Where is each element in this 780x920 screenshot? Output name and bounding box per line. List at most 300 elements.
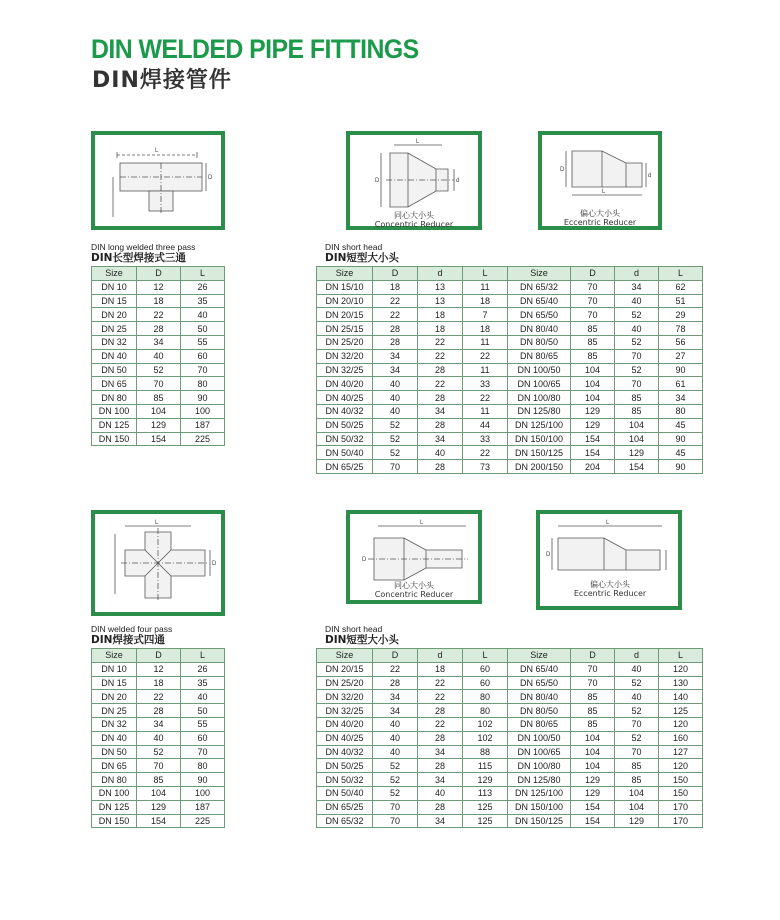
value-cell: 90 [659,363,703,377]
tee-dim-L: L [155,148,159,154]
value-cell: 104 [137,404,181,418]
value-cell: 40 [137,731,181,745]
table-row [317,690,703,704]
value-cell: 154 [571,446,615,460]
cross-label-en: DIN welded four pass [91,624,173,634]
value-cell: 154 [571,814,615,828]
value-cell: 45 [659,446,703,460]
value-cell: 18 [137,676,181,690]
size-cell: DN 80/65 [508,717,571,731]
size-cell: DN 65/32 [317,814,373,828]
table-row [92,717,225,731]
concentric-dim-L-top: L [416,139,420,145]
value-cell: 129 [137,800,181,814]
size-cell: DN 32/25 [317,363,373,377]
size-cell: DN 10 [92,662,137,676]
page-title: DIN WELDED PIPE FITTINGS [91,34,419,64]
size-cell: DN 125/100 [508,786,571,800]
size-cell: DN 65/50 [508,308,571,322]
size-cell: DN 40/32 [317,745,373,759]
concentric-dim-D-bottom: D [362,557,367,563]
value-cell: 18 [373,280,418,294]
size-cell: DN 20 [92,690,137,704]
value-cell: 70 [615,745,659,759]
value-cell: 70 [181,363,225,377]
table-row [317,786,703,800]
value-cell: 28 [137,704,181,718]
size-cell: DN 200/150 [508,460,571,474]
table-row [317,704,703,718]
page-subtitle-cn: DIN焊接管件 [92,68,232,93]
value-cell: 40 [373,717,418,731]
size-cell: DN 100/65 [508,377,571,391]
table-header-row [317,267,703,281]
concentric-caption-top [364,211,464,229]
tee-drawing [95,135,221,226]
value-cell: 28 [373,676,418,690]
eccentric-dim-L-bottom: L [606,520,610,526]
size-cell: DN 65/50 [508,676,571,690]
table-row [317,294,703,308]
table-row [92,418,225,432]
table-row [317,717,703,731]
value-cell: 129 [615,814,659,828]
value-cell: 187 [181,800,225,814]
table-row [92,773,225,787]
table-row [92,690,225,704]
eccentric-dim-D-bottom: D [546,552,551,558]
value-cell: 52 [615,308,659,322]
col-header: d [615,267,659,281]
table-row [92,731,225,745]
value-cell: 52 [373,786,418,800]
value-cell: 22 [137,690,181,704]
value-cell: 45 [659,418,703,432]
value-cell: 22 [418,717,463,731]
eccentric-caption-en: Eccentric Reducer [563,218,637,227]
value-cell: 204 [571,460,615,474]
value-cell: 85 [615,759,659,773]
value-cell: 40 [373,731,418,745]
table-row [317,308,703,322]
table-header-row [92,649,225,663]
value-cell: 102 [463,717,508,731]
value-cell: 52 [615,335,659,349]
size-cell: DN 100/80 [508,391,571,405]
size-cell: DN 65 [92,759,137,773]
col-header: Size [92,649,137,663]
tee-table [91,266,225,446]
value-cell: 104 [137,786,181,800]
value-cell: 70 [373,800,418,814]
value-cell: 85 [571,717,615,731]
table-row [92,280,225,294]
reducer2-table [316,648,703,828]
size-cell: DN 20 [92,308,137,322]
concentric-caption-bottom [364,581,464,599]
value-cell: 22 [463,349,508,363]
value-cell: 12 [137,280,181,294]
value-cell: 125 [463,814,508,828]
size-cell: DN 150/125 [508,446,571,460]
value-cell: 52 [373,759,418,773]
size-cell: DN 50/32 [317,432,373,446]
size-cell: DN 80/50 [508,704,571,718]
size-cell: DN 50/40 [317,446,373,460]
size-cell: DN 50/25 [317,418,373,432]
value-cell: 29 [659,308,703,322]
size-cell: DN 80/65 [508,349,571,363]
value-cell: 28 [418,391,463,405]
size-cell: DN 20/10 [317,294,373,308]
table-row [92,800,225,814]
value-cell: 34 [373,704,418,718]
size-cell: DN 32/25 [317,704,373,718]
value-cell: 70 [137,377,181,391]
size-cell: DN 100 [92,404,137,418]
value-cell: 22 [418,377,463,391]
value-cell: 26 [181,662,225,676]
value-cell: 22 [418,349,463,363]
value-cell: 61 [659,377,703,391]
size-cell: DN 32 [92,335,137,349]
value-cell: 18 [418,308,463,322]
value-cell: 125 [463,800,508,814]
value-cell: 129 [615,446,659,460]
table-row [92,391,225,405]
value-cell: 34 [373,363,418,377]
cross-table [91,648,225,828]
value-cell: 50 [181,322,225,336]
col-header: L [463,649,508,663]
value-cell: 70 [571,676,615,690]
value-cell: 28 [418,731,463,745]
value-cell: 28 [373,322,418,336]
value-cell: 40 [418,446,463,460]
value-cell: 104 [615,432,659,446]
reducer2-label-en: DIN short head [325,624,383,634]
value-cell: 85 [571,335,615,349]
value-cell: 70 [571,280,615,294]
value-cell: 27 [659,349,703,363]
value-cell: 129 [571,773,615,787]
col-header: d [615,649,659,663]
value-cell: 52 [373,446,418,460]
size-cell: DN 40/20 [317,377,373,391]
eccentric-reducer-frame-top [538,131,662,230]
eccentric-caption-cn: 偏心大小头 [580,209,620,218]
value-cell: 40 [373,391,418,405]
size-cell: DN 100/50 [508,363,571,377]
size-cell: DN 15 [92,294,137,308]
value-cell: 80 [659,404,703,418]
value-cell: 40 [615,294,659,308]
size-cell: DN 32/20 [317,349,373,363]
value-cell: 104 [571,731,615,745]
value-cell: 28 [418,418,463,432]
value-cell: 88 [463,745,508,759]
table-row [92,745,225,759]
value-cell: 60 [181,731,225,745]
table-row [92,432,225,446]
value-cell: 26 [181,280,225,294]
value-cell: 90 [181,773,225,787]
value-cell: 28 [418,704,463,718]
size-cell: DN 32/20 [317,690,373,704]
concentric-reducer-frame-top [346,131,482,230]
table-row [92,335,225,349]
value-cell: 40 [373,404,418,418]
value-cell: 52 [615,363,659,377]
eccentric-caption-en: Eccentric Reducer [573,589,647,598]
table-row [317,446,703,460]
table-row [92,404,225,418]
value-cell: 55 [181,717,225,731]
value-cell: 127 [659,745,703,759]
value-cell: 60 [181,349,225,363]
value-cell: 40 [373,745,418,759]
reducer1-table [316,266,703,474]
concentric-dim-D-top: D [375,178,380,184]
value-cell: 28 [373,335,418,349]
table-row [317,460,703,474]
reducer2-table-label [325,624,399,646]
value-cell: 60 [463,662,508,676]
col-header: Size [317,649,373,663]
value-cell: 50 [181,704,225,718]
table-row [317,280,703,294]
value-cell: 73 [463,460,508,474]
value-cell: 56 [659,335,703,349]
reducer2-label-cn: DIN短型大小头 [325,634,399,646]
col-header: L [659,267,703,281]
value-cell: 78 [659,322,703,336]
value-cell: 11 [463,404,508,418]
value-cell: 104 [571,377,615,391]
tee-drawing-frame [91,131,225,230]
table-row [92,349,225,363]
size-cell: DN 125/80 [508,404,571,418]
size-cell: DN 25/20 [317,676,373,690]
col-header: D [137,267,181,281]
value-cell: 80 [463,690,508,704]
value-cell: 18 [418,662,463,676]
size-cell: DN 65/40 [508,294,571,308]
value-cell: 80 [181,759,225,773]
value-cell: 120 [659,717,703,731]
table-row [317,377,703,391]
value-cell: 113 [463,786,508,800]
table-row [92,759,225,773]
eccentric-caption-top [550,209,650,227]
value-cell: 22 [418,690,463,704]
col-header: L [181,649,225,663]
value-cell: 22 [418,676,463,690]
table-row [92,676,225,690]
eccentric-caption-bottom [560,580,660,598]
table-row [92,814,225,828]
value-cell: 129 [571,786,615,800]
value-cell: 51 [659,294,703,308]
table-row [92,294,225,308]
col-header: D [373,267,418,281]
col-header: Size [508,649,571,663]
value-cell: 70 [615,349,659,363]
value-cell: 150 [659,786,703,800]
concentric-dim-d-top: d [456,178,460,184]
size-cell: DN 50/25 [317,759,373,773]
table-row [317,335,703,349]
cross-label-cn: DIN焊接式四通 [91,634,165,646]
size-cell: DN 100/50 [508,731,571,745]
concentric-dim-L-bottom: L [420,520,424,526]
value-cell: 34 [373,690,418,704]
cross-drawing-frame [91,510,225,616]
col-header: Size [317,267,373,281]
value-cell: 85 [615,404,659,418]
size-cell: DN 20/15 [317,308,373,322]
size-cell: DN 40 [92,731,137,745]
value-cell: 225 [181,814,225,828]
value-cell: 22 [373,308,418,322]
value-cell: 154 [571,800,615,814]
value-cell: 52 [615,676,659,690]
table-row [317,363,703,377]
table-row [317,676,703,690]
value-cell: 22 [373,662,418,676]
col-header: D [373,649,418,663]
value-cell: 70 [571,294,615,308]
value-cell: 52 [373,432,418,446]
value-cell: 70 [571,308,615,322]
value-cell: 28 [418,759,463,773]
value-cell: 85 [615,773,659,787]
size-cell: DN 65/40 [508,662,571,676]
value-cell: 52 [373,773,418,787]
value-cell: 22 [463,446,508,460]
table-row [92,786,225,800]
concentric-caption-en: Concentric Reducer [374,590,454,599]
size-cell: DN 100 [92,786,137,800]
concentric-caption-cn: 同心大小头 [394,211,434,220]
value-cell: 52 [615,704,659,718]
value-cell: 55 [181,335,225,349]
table-row [317,773,703,787]
value-cell: 62 [659,280,703,294]
size-cell: DN 125/100 [508,418,571,432]
value-cell: 34 [418,773,463,787]
col-header: D [137,649,181,663]
value-cell: 104 [615,800,659,814]
value-cell: 70 [615,717,659,731]
tee-dim-D: D [208,175,213,181]
size-cell: DN 100/80 [508,759,571,773]
reducer2-table-body [317,662,703,828]
value-cell: 70 [615,377,659,391]
size-cell: DN 150 [92,814,137,828]
value-cell: 18 [418,322,463,336]
size-cell: DN 80 [92,773,137,787]
value-cell: 34 [137,335,181,349]
reducer1-table-body [317,280,703,473]
tee-table-body [92,280,225,446]
size-cell: DN 100/65 [508,745,571,759]
value-cell: 85 [571,690,615,704]
table-row [317,391,703,405]
value-cell: 104 [615,786,659,800]
value-cell: 120 [659,662,703,676]
value-cell: 70 [181,745,225,759]
value-cell: 102 [463,731,508,745]
value-cell: 28 [418,800,463,814]
value-cell: 11 [463,363,508,377]
table-row [92,704,225,718]
table-row [317,418,703,432]
reducer1-label-en: DIN short head [325,242,383,252]
size-cell: DN 65/25 [317,460,373,474]
value-cell: 129 [571,418,615,432]
value-cell: 28 [418,363,463,377]
size-cell: DN 150/100 [508,432,571,446]
table-row [92,377,225,391]
value-cell: 70 [137,759,181,773]
col-header: L [463,267,508,281]
col-header: d [418,649,463,663]
size-cell: DN 80/40 [508,322,571,336]
table-row [317,404,703,418]
value-cell: 154 [137,814,181,828]
value-cell: 22 [137,308,181,322]
concentric-reducer-frame-bottom [346,510,482,604]
value-cell: 33 [463,377,508,391]
value-cell: 129 [571,404,615,418]
value-cell: 70 [571,662,615,676]
value-cell: 34 [418,814,463,828]
tee-table-label [91,242,195,264]
value-cell: 52 [137,745,181,759]
value-cell: 60 [463,676,508,690]
value-cell: 35 [181,676,225,690]
value-cell: 40 [615,690,659,704]
table-row [317,349,703,363]
size-cell: DN 20/15 [317,662,373,676]
table-row [92,363,225,377]
table-row [317,432,703,446]
table-header-row [92,267,225,281]
value-cell: 130 [659,676,703,690]
size-cell: DN 10 [92,280,137,294]
value-cell: 160 [659,731,703,745]
size-cell: DN 65 [92,377,137,391]
value-cell: 140 [659,690,703,704]
eccentric-dim-L-top: L [602,189,606,195]
value-cell: 34 [418,745,463,759]
value-cell: 52 [373,418,418,432]
value-cell: 129 [463,773,508,787]
value-cell: 13 [418,294,463,308]
value-cell: 22 [463,391,508,405]
size-cell: DN 25/15 [317,322,373,336]
size-cell: DN 25 [92,322,137,336]
eccentric-dim-D-top: D [560,167,565,173]
value-cell: 40 [615,662,659,676]
value-cell: 120 [659,759,703,773]
size-cell: DN 150/125 [508,814,571,828]
value-cell: 170 [659,800,703,814]
table-row [92,322,225,336]
value-cell: 18 [463,322,508,336]
concentric-caption-en: Concentric Reducer [374,220,454,229]
